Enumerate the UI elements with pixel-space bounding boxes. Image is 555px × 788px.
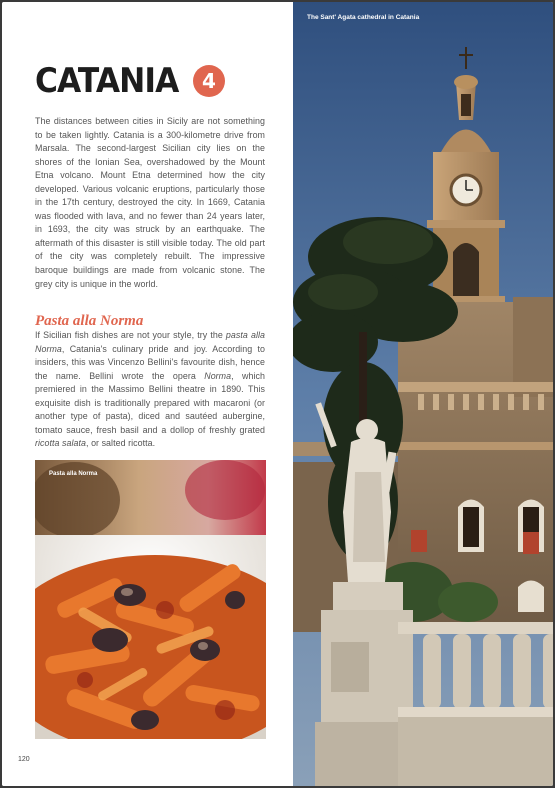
intro-paragraph: The distances between cities in Sicily are not something to be taken lightly. Catania is a 300-kilometre drive from Marsala. The second-largest Sicilian city lies on the shores of the Ionian Sea, overshadowed by the Mount Etna volcano. Mount Etna determined how the city developed. Various volcanic eruptions, particularly those in the 17th century, destroyed the city. In 1669, Catania was flooded with lava, and no fewer than 24 years later, in 1693, the city was struck by an earthquake. The aftermath of this disaster is still visible today. The old part of the city was completely rebuilt. The impressive baroque buildings are made from volcanic stone. The grey city is unique in the world. bbox=[35, 116, 265, 289]
book-page bbox=[2, 2, 553, 786]
text-run: , Catania's culinary pride and joy. According to insiders, this was Vincenzo Bellini's favourite dish, hence the name. Bellini wrote the opera bbox=[35, 343, 265, 381]
pasta-photo-illustration bbox=[35, 460, 266, 739]
pasta-photo bbox=[35, 460, 266, 739]
chapter-number-badge: 4 bbox=[193, 65, 225, 97]
section-subheading: Pasta alla Norma bbox=[35, 313, 144, 329]
cathedral-illustration bbox=[293, 2, 553, 786]
text-run: , which premiered in the Massimo Bellini theatre in 1890. This exquisite dish is traditionally prepared with macaroni (or another type of pasta), diced and sautéed aubergine, tomato sauce, fresh basil and a dollop of freshly grated bbox=[35, 370, 265, 435]
pasta-photo-caption: Pasta alla Norma bbox=[49, 471, 98, 477]
pasta-paragraph bbox=[35, 329, 265, 451]
cathedral-photo bbox=[293, 2, 553, 786]
chapter-heading bbox=[35, 61, 225, 101]
italic-run: pasta alla Norma bbox=[35, 330, 265, 354]
page-number: 120 bbox=[18, 756, 30, 763]
cathedral-photo-caption: The Sant' Agata cathedral in Catania bbox=[307, 14, 420, 21]
italic-run: ricotta salata bbox=[35, 438, 87, 449]
text-run: If Sicilian fish dishes are not your style, try the bbox=[35, 330, 226, 340]
left-column bbox=[2, 2, 293, 786]
text-run: , or salted ricotta. bbox=[86, 438, 156, 449]
chapter-title: CATANIA bbox=[35, 61, 179, 101]
italic-run: Norma bbox=[204, 370, 232, 381]
